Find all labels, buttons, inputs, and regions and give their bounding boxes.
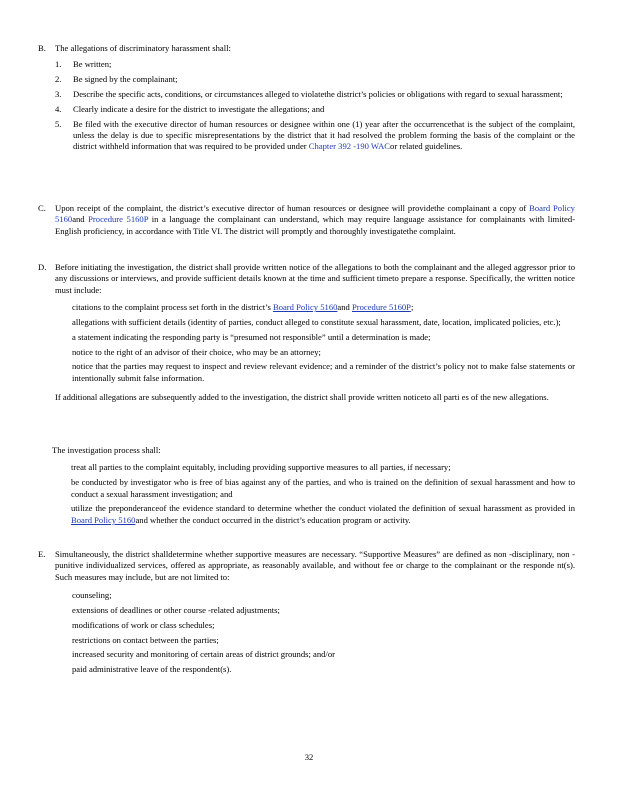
list-item [55, 89, 575, 100]
list-item [55, 620, 575, 631]
list-item [55, 332, 575, 343]
item-text: treat all parties to the complaint equitably, including providing supportive measures to all parties, if necessary; [71, 462, 451, 473]
section-body [55, 43, 575, 156]
paragraph-text: in a language the complainant can understand, which may require language assistance for complainants with limited-English proficiency, in accordance with Title VI. The district will promptly and thoroughly investigatethe complaint. [55, 214, 575, 236]
item-text: a statement indicating the responding party is “presumed not responsible” until a determination is made; [72, 331, 431, 342]
board-policy-link[interactable]: Board Policy 5160 [55, 203, 575, 225]
item-text: extensions of deadlines or other course -related adjustments; [72, 605, 280, 616]
item-text: Be filed with the executive director of human resources or designee within one (1) year after the occurrencethat is the subject of the complaint, unless the delay is due to specific misrepresentations by the district that it had resolved the problem forming the basis of the complaint or the district withheld information that was required to be provided under [73, 118, 575, 152]
investigation-process [52, 445, 575, 530]
notice-list [55, 302, 575, 384]
additional-allegations-paragraph: If additional allegations are subsequently added to the investigation, the district shall provide written noticeto all parti es of the new allegations. [55, 392, 549, 403]
paragraph-text: and [72, 214, 89, 225]
section-letter: E. [38, 549, 46, 559]
list-item [55, 317, 575, 328]
list-item [55, 347, 575, 358]
section-intro: Simultaneously, the district shalldetermine whether supportive measures are necessary. “Supportive Measures” are defined as non -disciplinary, non -punitive individualized services, offered as appropriate, as reasonably available, and without fee or charge to the complainant or the responde nt(s). Such measures may include, but are not limited to: [55, 549, 575, 582]
list-item [55, 605, 575, 616]
item-text: citations to the complaint process set forth in the district’s [72, 302, 273, 313]
process-list [54, 462, 575, 526]
item-text: Describe the specific acts, conditions, or circumstances alleged to violatethe district’s policies or obligations with regard to sexual harassment; [73, 89, 563, 99]
section-letter: D. [38, 262, 47, 272]
section-intro: The allegations of discriminatory harassment shall: [55, 43, 231, 53]
list-item [54, 477, 575, 500]
item-text: modifications of work or class schedules; [72, 619, 215, 630]
item-number: 3. [55, 89, 62, 99]
item-text: allegations with sufficient details (identity of parties, conduct alleged to constitute sexual harassment, date, location, implicated policies, etc.); [72, 317, 561, 328]
section-intro: Before initiating the investigation, the district shall provide written notice of the allegations to both the complainant and the alleged aggressor prior to any discussions or interviews, and provide sufficient details known at the time and sufficient timeto prepare a response. Specifically, the written notice must include: [55, 262, 575, 295]
list-item [55, 664, 575, 675]
item-text: Be written; [73, 59, 112, 70]
item-number: 2. [55, 74, 62, 85]
section-body [55, 203, 575, 237]
list-item [55, 74, 575, 85]
item-text: be conducted by investigator who is free of bias against any of the parties, and who is trained on the definition of sexual harassment and how to conduct a sexual harassment investigation; and [71, 477, 575, 499]
list-item [55, 59, 575, 70]
item-text: utilize the preponderanceof the evidence standard to determine whether the conduct violated the definition of sexual harassment as provided in [71, 503, 575, 514]
board-policy-link[interactable]: Board Policy 5160 [272, 302, 338, 313]
requirements-list [55, 59, 575, 152]
page-number: 32 [304, 752, 314, 762]
board-policy-link[interactable]: Board Policy 5160 [71, 514, 136, 525]
item-text: increased security and monitoring of certain areas of district grounds; and/or [72, 649, 335, 660]
item-number: 5. [55, 118, 62, 129]
process-intro: The investigation process shall: [52, 445, 161, 455]
list-item [54, 462, 575, 473]
item-text-end: ; [410, 302, 414, 313]
list-item [55, 649, 575, 660]
item-text: Be signed by the complainant; [73, 74, 178, 85]
list-item [55, 361, 575, 384]
paragraph-text: Upon receipt of the complaint, the district’s executive director of human resources or designee will providethe complainant a copy of [55, 203, 530, 213]
supportive-measures-list [55, 590, 575, 675]
list-item [54, 503, 575, 526]
procedure-link[interactable]: Procedure 5160P [351, 302, 411, 313]
item-number: 1. [55, 59, 62, 70]
list-item [55, 104, 575, 115]
list-item [55, 590, 575, 601]
item-number: 4. [55, 103, 62, 114]
section-body [55, 549, 575, 679]
list-item [55, 635, 575, 646]
item-text: restrictions on contact between the parties; [72, 634, 219, 645]
section-letter: B. [38, 43, 46, 53]
procedure-link[interactable]: Procedure 5160P [88, 214, 149, 225]
item-text: notice to the right of an advisor of their choice, who may be an attorney; [72, 346, 321, 357]
section-letter: C. [38, 203, 46, 213]
item-text: and [337, 302, 352, 313]
item-text: Clearly indicate a desire for the district to investigate the allegations; and [73, 103, 325, 114]
item-text: counseling; [72, 590, 112, 601]
wac-chapter-link[interactable]: Chapter 392 -190 WAC [308, 141, 391, 152]
item-text: paid administrative leave of the respondent(s). [72, 664, 232, 675]
list-item [55, 302, 575, 313]
section-body [55, 262, 575, 404]
item-text-end: or related guidelines. [390, 141, 463, 152]
list-item [55, 119, 575, 153]
item-text: notice that the parties may request to inspect and review relevant evidence; and a reminder of the district’s policy not to make false statements or intentionally submit false information. [72, 361, 575, 383]
item-text-end: and whether the conduct occurred in the district’s education program or activity. [135, 514, 411, 525]
